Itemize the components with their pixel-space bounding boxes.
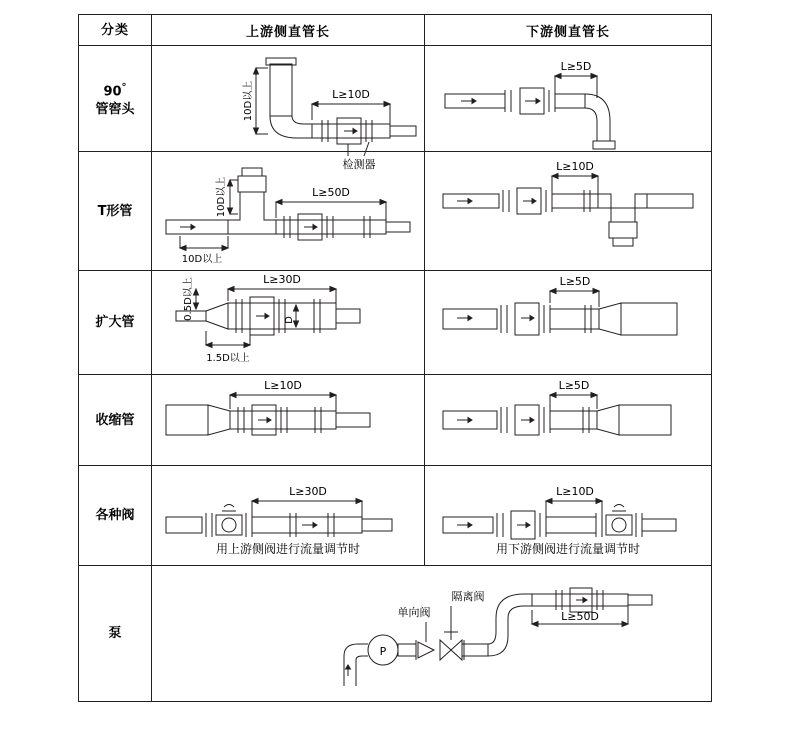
table-row (79, 46, 712, 152)
cell-upstream-elbow (152, 46, 425, 171)
tpipe-downstream-drawing (425, 152, 711, 270)
label-L30D: L≥30D (263, 273, 301, 286)
cell-upstream-valves (152, 466, 425, 566)
reducer-upstream-drawing (152, 375, 424, 465)
degree-symbol: ° (121, 82, 127, 94)
expander-downstream-drawing (425, 271, 711, 374)
label-L5D: L≥5D (558, 379, 590, 392)
label-L10D: L≥10D (264, 379, 302, 392)
table-row (79, 152, 712, 271)
table-row (79, 566, 712, 702)
row-category-reducer: 收缩管 (79, 375, 152, 466)
label-check-valve: 单向阀 (397, 606, 431, 619)
row-category-elbow: 90° 管窖头 (79, 46, 152, 152)
row-category-pump: 泵 (79, 566, 152, 702)
straight-pipe-requirements-table (78, 14, 712, 702)
table-row (79, 271, 712, 375)
label-0.5D-above: 0.5D以上 (183, 277, 194, 321)
label-isolation-valve: 隔离阀 (451, 590, 485, 603)
cell-upstream-tpipe (152, 152, 425, 271)
pump-drawing (152, 566, 710, 701)
label-10D-above: 10D以上 (243, 80, 254, 122)
cell-downstream-reducer (425, 375, 712, 466)
row-category-valves: 各种阀 (79, 466, 152, 566)
cell-upstream-expander (152, 271, 425, 375)
cell-pump (152, 566, 712, 702)
label-L10D: L≥10D (332, 88, 370, 101)
label-L5D: L≥5D (560, 60, 592, 73)
elbow-upstream-drawing (152, 46, 424, 171)
label-10D-above-vertical: 10D以上 (216, 176, 227, 218)
label-1.5D-above: 1.5D以上 (206, 353, 250, 364)
table-header-row (79, 15, 712, 46)
tpipe-upstream-drawing (152, 152, 424, 270)
label-L50D: L≥50D (561, 610, 599, 623)
cell-downstream-tpipe (425, 152, 712, 271)
caption-upstream-valve: 用上游侧阀进行流量调节时 (215, 542, 360, 556)
cell-upstream-reducer (152, 375, 425, 466)
elbow-downstream-drawing (425, 46, 711, 151)
header-downstream: 下游侧直管长 (425, 15, 712, 46)
label-L30D: L≥30D (289, 484, 327, 498)
reducer-downstream-drawing (425, 375, 711, 465)
label-10D-above-lower: 10D以上 (181, 254, 223, 265)
expander-upstream-drawing (152, 271, 424, 374)
label-pump-P: P (379, 645, 387, 658)
label-L50D: L≥50D (312, 186, 350, 199)
header-category: 分类 (79, 15, 152, 46)
row-category-tpipe: T形管 (79, 152, 152, 271)
label-L5D: L≥5D (559, 275, 591, 288)
cell-downstream-valves (425, 466, 712, 566)
label-D: D (284, 316, 295, 324)
table-row (79, 466, 712, 566)
label-L10D: L≥10D (556, 484, 594, 498)
cell-downstream-elbow (425, 46, 712, 152)
table-row (79, 375, 712, 466)
row-category-expander: 扩大管 (79, 271, 152, 375)
label-L10D: L≥10D (556, 160, 594, 173)
caption-downstream-valve: 用下游侧阀进行流量调节时 (495, 542, 640, 556)
label-detector: 检测器 (342, 158, 376, 171)
cell-downstream-expander (425, 271, 712, 375)
header-upstream: 上游侧直管长 (152, 15, 425, 46)
